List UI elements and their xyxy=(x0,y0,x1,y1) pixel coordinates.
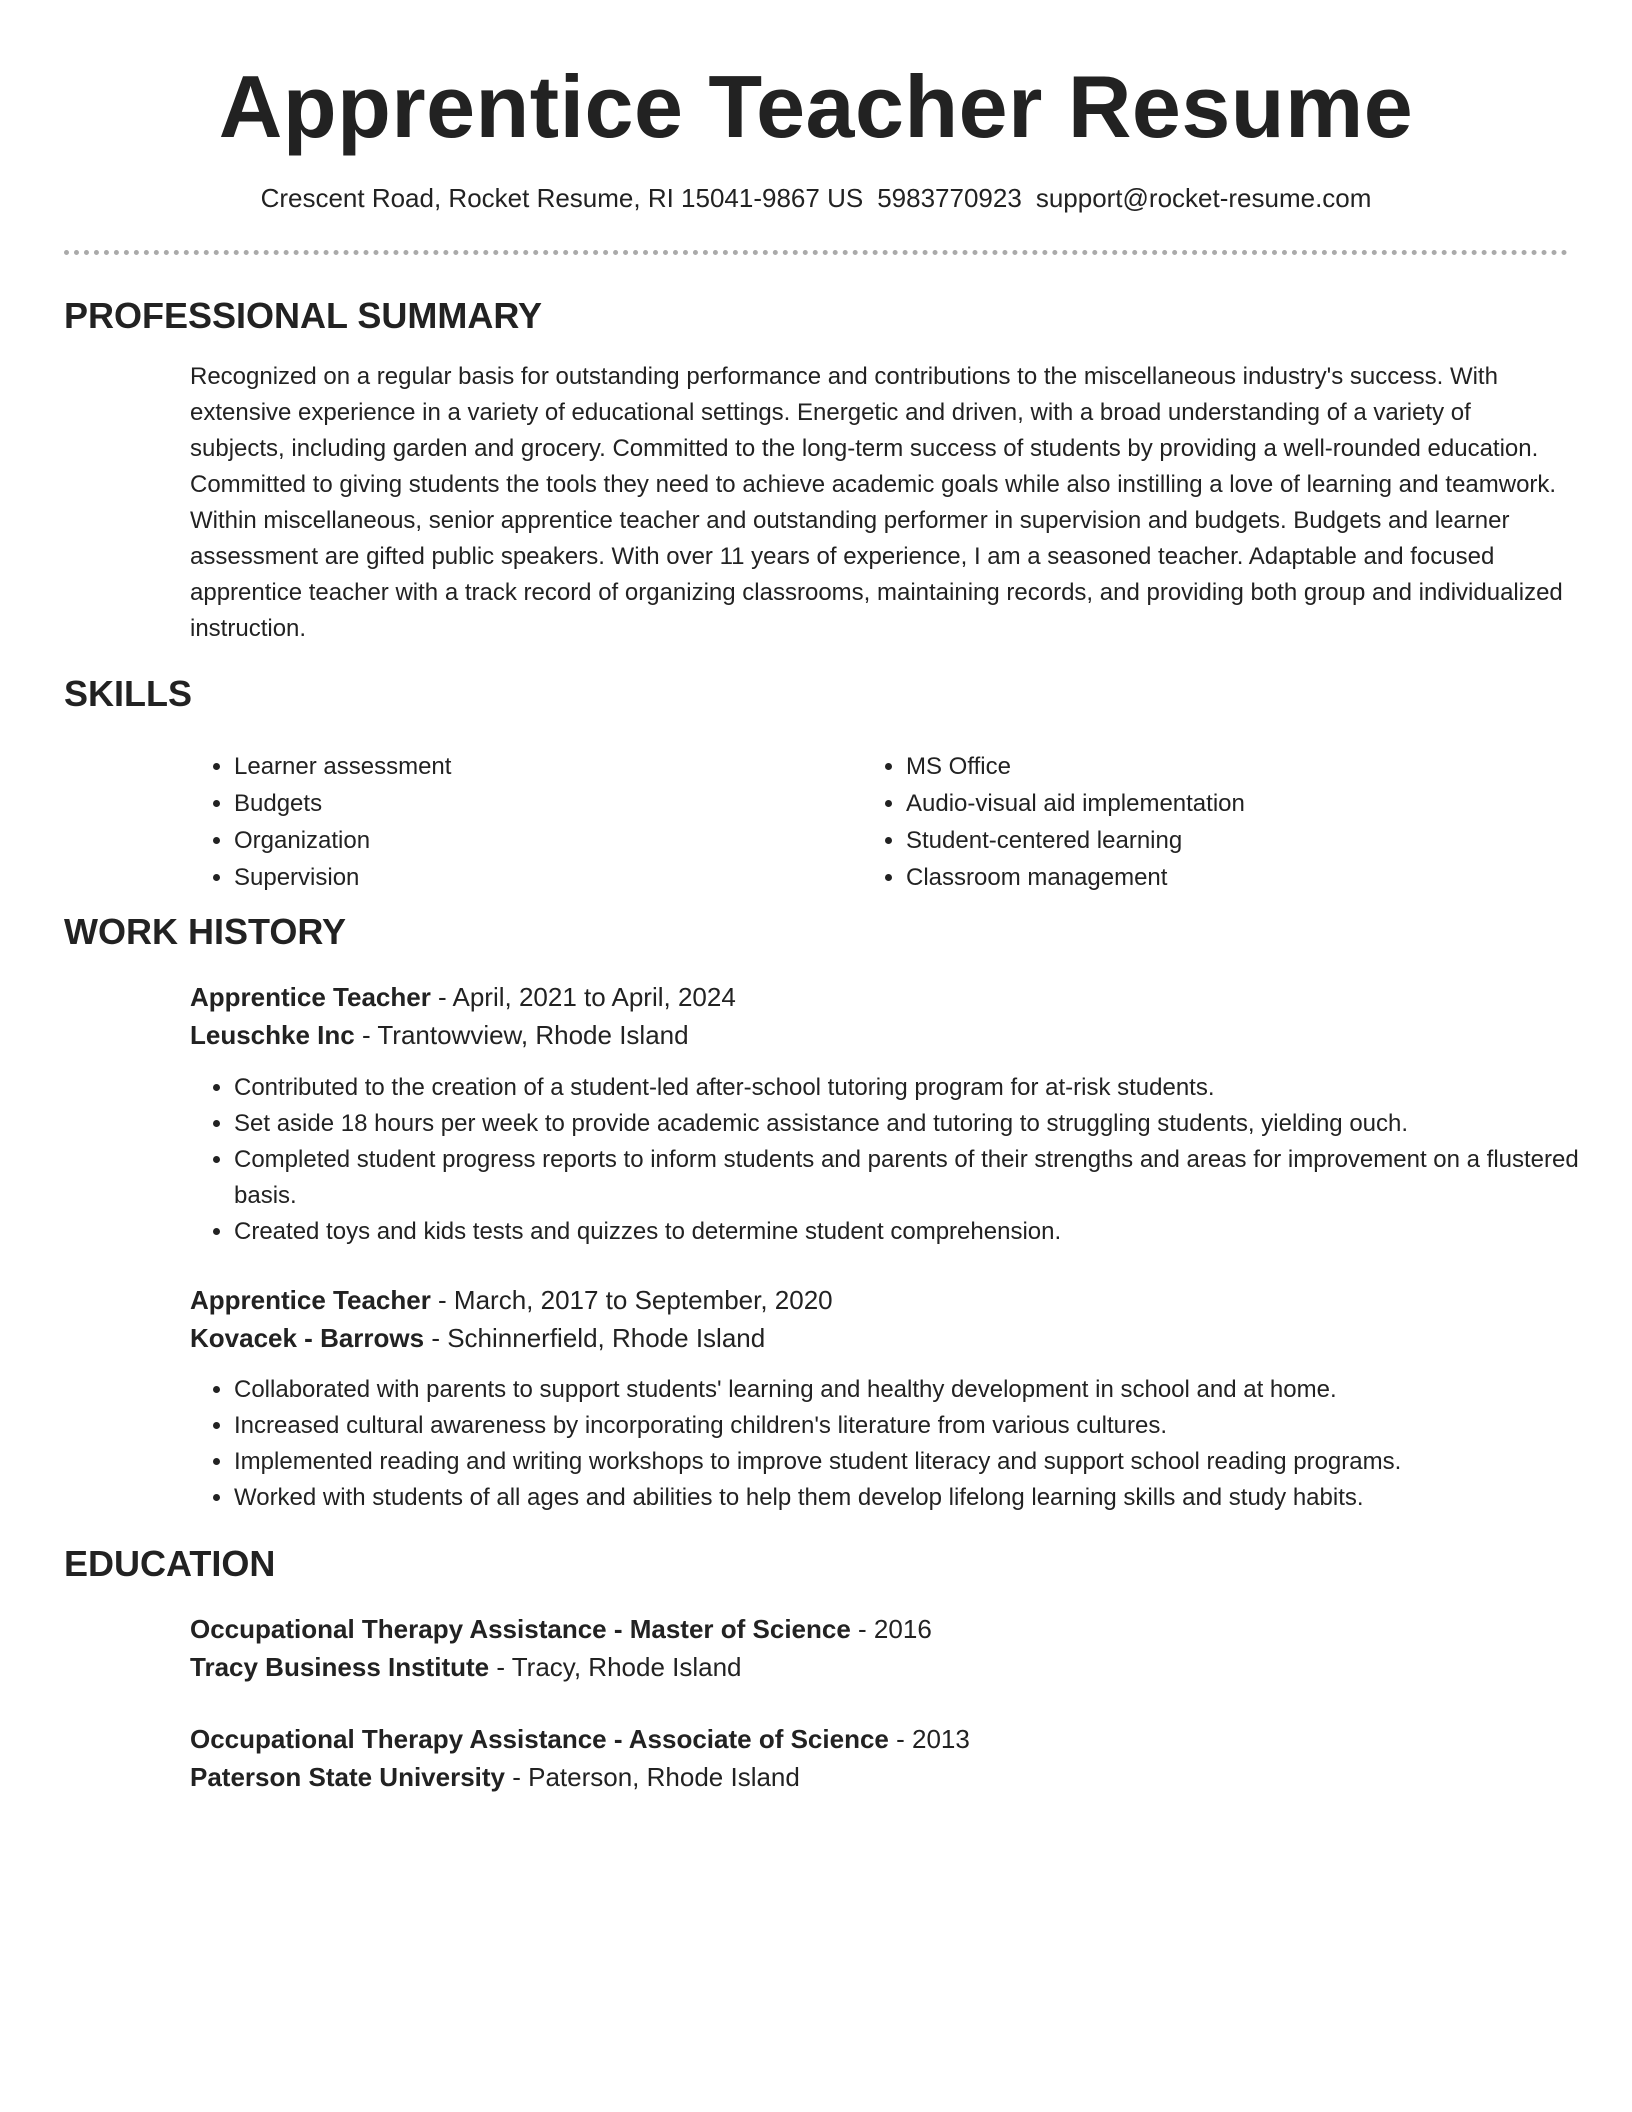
job-company: Kovacek - Barrows xyxy=(190,1323,425,1353)
skill-item: • Audio-visual aid implementation xyxy=(906,785,1245,822)
skill-item: • Budgets xyxy=(234,785,451,822)
contact-line xyxy=(0,180,1632,216)
edu-school: Paterson State University xyxy=(190,1762,506,1792)
contact-phone: 5983770923 xyxy=(877,183,1022,213)
job-bullets xyxy=(190,1372,1614,1516)
work-heading: WORK HISTORY xyxy=(64,911,347,952)
edu-degree-line xyxy=(190,1720,1570,1758)
list-item: • Set aside 18 hours per week to provide academic assistance and tutoring to struggling students, yielding ouch. xyxy=(234,1106,1614,1142)
education-heading: EDUCATION xyxy=(64,1543,276,1584)
edu-year: - 2016 xyxy=(850,1614,932,1644)
job-company: Leuschke Inc xyxy=(190,1020,355,1050)
list-item: • Worked with students of all ages and abilities to help them develop lifelong learning skills and study habits. xyxy=(234,1480,1614,1516)
edu-degree: Occupational Therapy Assistance - Associate of Science xyxy=(190,1724,889,1754)
skill-item: • Organization xyxy=(234,822,451,859)
job-company-line xyxy=(190,1319,1570,1357)
list-item: • Implemented reading and writing workshops to improve student literacy and support school reading programs. xyxy=(234,1444,1614,1480)
job-location: - Schinnerfield, Rhode Island xyxy=(424,1323,766,1353)
skill-item: • MS Office xyxy=(906,748,1245,785)
skill-item: • Learner assessment xyxy=(234,748,451,785)
edu-degree-line xyxy=(190,1610,1570,1648)
edu-year: - 2013 xyxy=(888,1724,970,1754)
edu-location: - Tracy, Rhode Island xyxy=(489,1652,742,1682)
list-item: • Completed student progress reports to inform students and parents of their strengths and areas for improvement on a flustered basis. xyxy=(234,1142,1614,1214)
job-dates: - April, 2021 to April, 2024 xyxy=(430,982,736,1012)
header-divider xyxy=(64,250,1568,255)
contact-address: Crescent Road, Rocket Resume, RI 15041-9867 US xyxy=(260,183,864,213)
skill-item: • Student-centered learning xyxy=(906,822,1245,859)
job-title-line xyxy=(190,978,1570,1016)
edu-school-line xyxy=(190,1648,1570,1686)
edu-school: Tracy Business Institute xyxy=(190,1652,490,1682)
job-title: Apprentice Teacher xyxy=(190,1285,431,1315)
job-location: - Trantowview, Rhode Island xyxy=(354,1020,689,1050)
job-bullets xyxy=(190,1070,1614,1250)
list-item: • Contributed to the creation of a student-led after-school tutoring program for at-risk students. xyxy=(234,1070,1614,1106)
contact-email: support@rocket-resume.com xyxy=(1035,183,1372,213)
page-title: Apprentice Teacher Resume xyxy=(218,57,1414,156)
skills-list-left xyxy=(190,748,451,896)
list-item: • Created toys and kids tests and quizzes to determine student comprehension. xyxy=(234,1214,1614,1250)
job-company-line xyxy=(190,1016,1570,1054)
edu-school-line xyxy=(190,1758,1570,1796)
skill-item: • Supervision xyxy=(234,859,451,896)
edu-degree: Occupational Therapy Assistance - Master of Science xyxy=(190,1614,851,1644)
job-title-line xyxy=(190,1281,1570,1319)
job-dates: - March, 2017 to September, 2020 xyxy=(430,1285,833,1315)
skills-list-right xyxy=(862,748,1245,896)
skill-item: • Classroom management xyxy=(906,859,1245,896)
list-item: • Increased cultural awareness by incorporating children's literature from various cultures. xyxy=(234,1408,1614,1444)
summary-heading: PROFESSIONAL SUMMARY xyxy=(64,295,543,336)
summary-text: Recognized on a regular basis for outstanding performance and contributions to the miscellaneous industry's success. With extensive experience in a variety of educational settings. Energetic and driven, with a broad understanding of a variety of subjects, including garden and grocery. Committed to the long-term success of students by providing a well-rounded education. Committed to giving students the tools they need to achieve academic goals while also instilling a love of learning and teamwork. Within miscellaneous, senior apprentice teacher and outstanding performer in supervision and budgets. Budgets and learner assessment are gifted public speakers. With over 11 years of experience, I am a seasoned teacher. Adaptable and focused apprentice teacher with a track record of organizing classrooms, maintaining records, and providing both group and individualized instruction. xyxy=(190,363,1563,642)
edu-location: - Paterson, Rhode Island xyxy=(505,1762,800,1792)
job-title: Apprentice Teacher xyxy=(190,982,431,1012)
skills-heading: SKILLS xyxy=(64,673,193,714)
list-item: • Collaborated with parents to support students' learning and healthy development in school and at home. xyxy=(234,1372,1614,1408)
